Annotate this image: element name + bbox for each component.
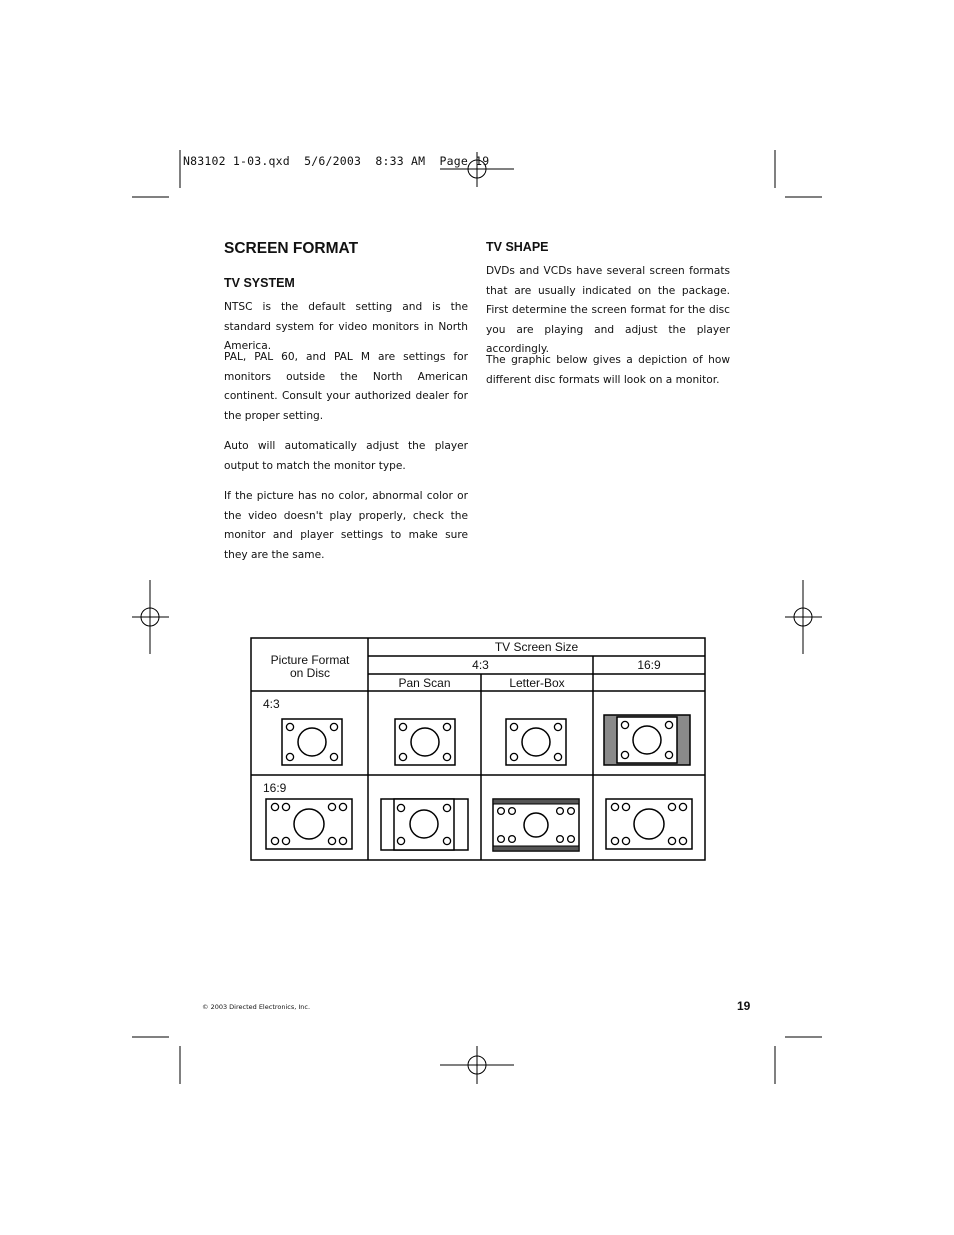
page-number: 19 xyxy=(737,999,751,1013)
table-top-header: TV Screen Size xyxy=(494,640,579,654)
tv-shape-paragraph: DVDs and VCDs have several screen formats that are usually indicated on the package. First determine the screen format for the disc you are playing and adjust the player accordingly. xyxy=(486,265,730,356)
page-title: SCREEN FORMAT xyxy=(224,240,359,257)
table-corner-label xyxy=(252,654,368,680)
table-header-169: 16:9 xyxy=(637,658,661,672)
table-row-label-169: 16:9 xyxy=(263,781,287,795)
copyright-footer: © 2003 Directed Electronics, Inc. xyxy=(202,1003,311,1011)
diagram-169-panscan-icon xyxy=(381,799,468,850)
table-corner-label-line: on Disc xyxy=(289,666,330,680)
tv-system-paragraph: Auto will automatically adjust the player output to match the monitor type. xyxy=(224,440,468,472)
file-slug: N83102 1-03.qxd 5/6/2003 8:33 AM Page 19 xyxy=(183,154,490,168)
diagram-43-on-169-icon xyxy=(604,715,690,765)
diagram-169-on-169-icon xyxy=(606,799,692,849)
table-subheader-pan-scan: Pan Scan xyxy=(398,676,451,690)
tv-shape-heading: TV SHAPE xyxy=(486,240,549,254)
table-corner-label-line: Picture Format xyxy=(270,653,350,667)
diagram-43-disc-icon xyxy=(282,719,342,765)
tv-system-paragraph: NTSC is the default setting and is the standard system for video monitors in North America. xyxy=(224,301,468,353)
diagram-43-letterbox-icon xyxy=(506,719,566,765)
tv-shape-paragraph: The graphic below gives a depiction of how different disc formats will look on a monitor. xyxy=(486,354,730,386)
diagram-43-panscan-icon xyxy=(395,719,455,765)
tv-system-paragraph: PAL, PAL 60, and PAL M are settings for monitors outside the North American continent. Consult your authorized dealer for the proper setting. xyxy=(224,351,468,422)
tv-system-paragraph: If the picture has no color, abnormal color or the video doesn't play properly, check the monitor and player settings to make sure they are the same. xyxy=(224,490,468,561)
table-row-label-43: 4:3 xyxy=(263,697,280,711)
table-header-43: 4:3 xyxy=(472,658,489,672)
diagram-169-disc-icon xyxy=(266,799,352,849)
tv-system-heading: TV SYSTEM xyxy=(224,276,295,290)
diagram-169-letterbox-icon xyxy=(493,799,579,851)
table-subheader-letter-box: Letter-Box xyxy=(509,676,565,690)
